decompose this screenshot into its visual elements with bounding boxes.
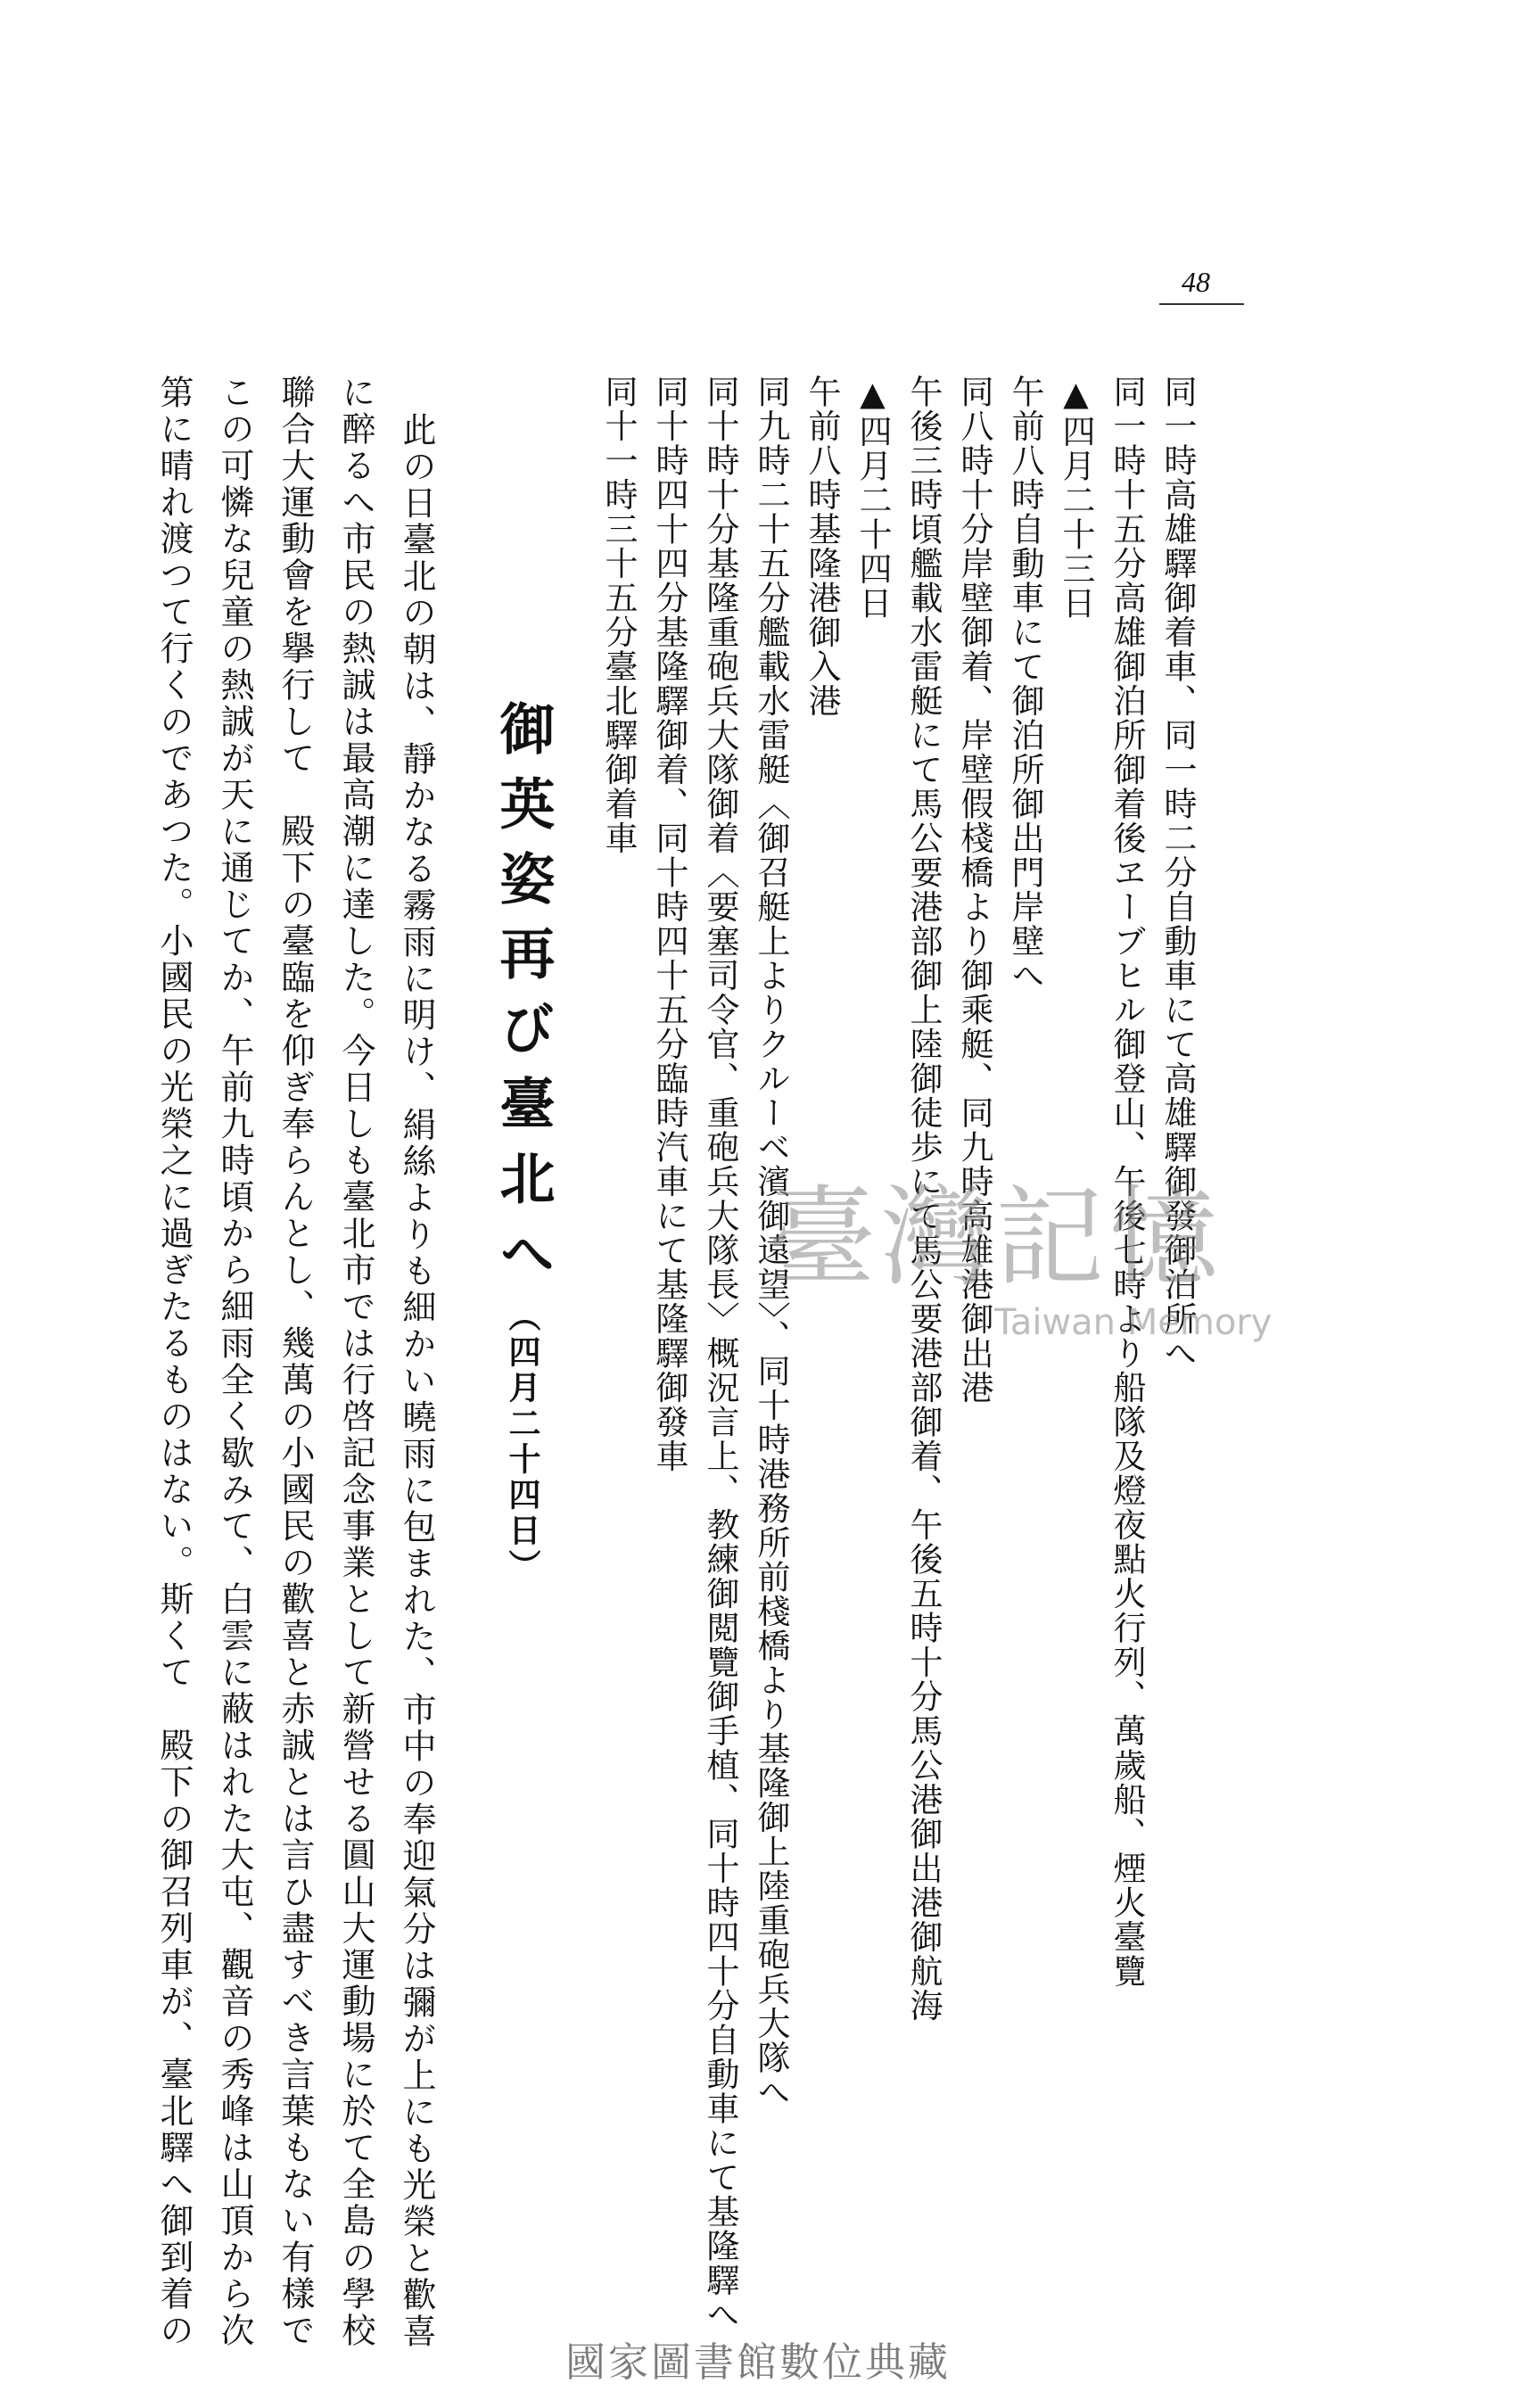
body-line: 聯合大運動會を擧行して 殿下の臺臨を仰ぎ奉らんとし、幾萬の小國民の歡喜と赤誠とは言ひ盡すべき言葉もない有樣で bbox=[276, 375, 315, 2349]
watermark-latin: Taiwan Memory bbox=[994, 1302, 1273, 1343]
body-line: この可憐な兒童の熱誠が天に通じてか、午前九時頃から細雨全く歇みて、白雲に蔽はれた大屯、觀音の秀峰は山頂から次 bbox=[215, 375, 254, 2349]
body-line: 此の日臺北の朝は、靜かなる霧雨に明け、絹絲よりも細かい曉雨に包まれた、市中の奉迎氣分は彌が上にも光榮と歡喜 bbox=[397, 412, 436, 2350]
schedule-line: 同十一時三十五分臺北驛御着車 bbox=[599, 375, 638, 855]
watermark-logo bbox=[767, 1150, 1273, 1365]
page-number: 48 bbox=[1182, 266, 1210, 298]
schedule-line: 同一時高雄驛御着車、同一時二分自動車にて高雄驛御發御泊所へ bbox=[1158, 375, 1197, 1371]
section-title bbox=[490, 700, 556, 1585]
page-rule bbox=[1159, 303, 1244, 305]
schedule-date-heading: ▲四月二十四日 bbox=[853, 375, 892, 621]
section-date: （四月二十四日） bbox=[504, 1299, 541, 1585]
schedule-date-heading: ▲四月二十三日 bbox=[1057, 375, 1095, 621]
body-line: に醉るへ市民の熱誠は最高潮に達した。今日しも臺北市では行啓記念事業として新營せる圓山大運動場に於て全島の學校 bbox=[336, 375, 375, 2349]
schedule-line: 同一時十五分高雄御泊所御着後ヱーブヒル御登山、午後七時より船隊及燈夜點火行列、萬歲船、煙火臺覽 bbox=[1108, 375, 1146, 1989]
schedule-line: 午前八時自動車にて御泊所御出門岸壁へ bbox=[1006, 375, 1044, 993]
schedule-line: 午後三時頃艦載水雷艇にて馬公要港部御上陸御徒歩にて馬公要港部御着、午後五時十分馬公港御出港御航海 bbox=[904, 375, 943, 2023]
watermark-cjk: 臺灣記憶 bbox=[767, 1175, 1224, 1301]
schedule-line: 同十時四十四分基隆驛御着、同十時四十五分臨時汽車にて基隆驛御發車 bbox=[650, 375, 688, 1473]
section-title-text: 御英姿再び臺北へ bbox=[490, 700, 556, 1299]
schedule-line: 同八時十分岸壁御着、岸壁假棧橋より御乘艇、同九時高雄港御出港 bbox=[955, 375, 993, 1405]
body-line: 第に晴れ渡つて行くのであつた。小國民の光榮之に過ぎたるものはない。斯くて 殿下の御召列車が、臺北驛へ御到着の bbox=[154, 375, 194, 2349]
schedule-line: 同九時二十五分艦載水雷艇〈御召艇上よりクルーベ濱御遠望〉、同十時港務所前棧橋より基隆御上陸重砲兵大隊へ bbox=[752, 375, 790, 2109]
schedule-line: 午前八時基隆港御入港 bbox=[803, 375, 841, 718]
footer-archive-label: 國家圖書館數位典藏 bbox=[564, 2338, 951, 2386]
schedule-line: 同十時十分基隆重砲兵大隊御着〈要塞司令官、重砲兵大隊長〉概況言上、教練御閲覽御手植、同十時四十分自動車にて基隆驛へ bbox=[701, 375, 739, 2332]
